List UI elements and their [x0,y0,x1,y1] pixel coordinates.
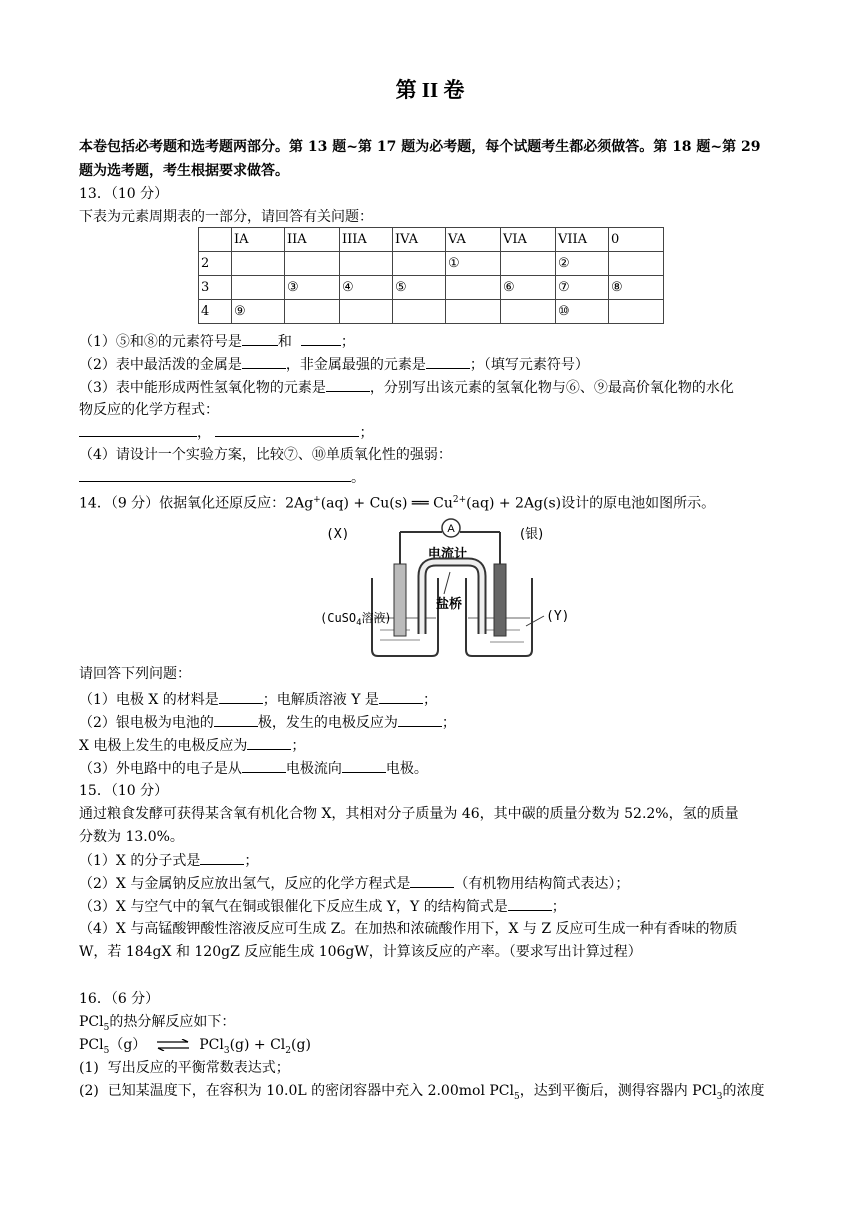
left-solution-sub: 4 [356,618,362,628]
table-cell: ⑧ [609,276,664,300]
answer-blank [301,331,341,346]
table-cell [340,300,393,324]
table-cell: IIA [285,228,340,252]
answer-blank [410,873,454,888]
answer-blank [342,758,386,773]
table-cell: ⑨ [232,300,285,324]
answer-blank [508,896,552,911]
q16-intro-a: PCl [79,1014,104,1030]
left-solution-text: (CuSO [320,611,357,625]
q16-eq-sub3: 2 [285,1045,292,1056]
q15-para-2: 分数为 13.0%。 [79,829,184,845]
q14-header-b: (aq) + Cu(s) ══ Cu [320,495,453,512]
q14-header [79,490,715,514]
answer-blank [247,735,291,750]
answer-blank [426,354,470,369]
q15-part3-text: （3）X 与空气中的氧气在铜或银催化下反应生成 Y，Y 的结构简式是 [79,899,508,915]
table-cell: IVA [393,228,446,252]
table-cell: ① [446,252,501,276]
q16-part2-a: 已知某温度下，在容积为 10.0L 的密闭容器中充入 2.00mol PCl [107,1083,514,1099]
q13-prompt: 下表为元素周期表的一部分，请回答有关问题： [79,209,373,225]
q13-part1-and: 和 [277,334,292,350]
table-header-row [199,228,664,252]
q16-header: 16．（6 分） [79,991,160,1007]
answer-blank [242,758,286,773]
table-row [199,276,664,300]
table-cell: 0 [609,228,664,252]
table-cell [609,300,664,324]
q16-part2-b: ，达到平衡后，测得容器内 PCl [519,1083,717,1099]
q15-header: 15．（10 分） [79,783,169,799]
q13-part1 [79,331,355,352]
answer-blank [398,712,442,727]
q15-part1-text: （1）X 的分子式是 [79,853,201,869]
q16-eq-d: (g) + Cl [229,1037,286,1053]
ammeter-label: 电流计 [428,547,468,562]
q15-part3-end: ； [551,899,566,915]
table-cell: 2 [199,252,232,276]
periodic-table [198,227,664,324]
table-cell: IIIA [340,228,393,252]
q14-sup-2: 2+ [452,495,467,505]
q13-part4: （4）请设计一个实验方案，比较⑦、⑩单质氧化性的强弱： [79,447,452,463]
q15-part4-cont: W，若 184gX 和 120gZ 反应能生成 106gW，计算该反应的产率。（要求写出计算过程） [79,944,642,960]
equilibrium-arrow-icon [155,1039,191,1051]
q15-part1 [79,850,258,871]
q14-part3-text-b: 电极流向 [285,761,342,777]
answer-blank [79,467,351,482]
salt-bridge-label: 盐桥 [436,597,463,612]
q14-part2-text-b: 极，发生的电极反应为 [257,715,398,731]
answer-blank [242,331,278,346]
answer-blank [219,689,263,704]
q15-para-1: 通过粮食发酵可获得某含氧有机化合物 X，其相对分子质量为 46，其中碳的质量分数为 52.2%，氢的质量 [79,806,739,822]
q15-part3 [79,896,566,917]
table-cell [285,300,340,324]
answer-blank [200,850,244,865]
q14-part2-x-end: ； [291,738,306,754]
q13-part3-blanks [79,422,373,443]
q15-part1-end: ； [244,853,259,869]
table-cell [285,252,340,276]
table-cell [501,300,556,324]
table-cell [501,252,556,276]
table-cell: ④ [340,276,393,300]
q14-part1-text-b: ；电解质溶液 Y 是 [262,692,379,708]
table-cell: ② [556,252,609,276]
q16-intro-b: 的热分解反应如下： [109,1014,236,1030]
q16-eq-a: PCl [79,1037,104,1053]
table-cell [446,276,501,300]
table-cell [232,252,285,276]
q15-part2 [79,873,629,894]
q16-intro-sub: 5 [103,1022,110,1033]
table-cell [232,276,285,300]
q16-part2-sub2: 3 [716,1091,723,1102]
q13-comma: ， [197,425,211,441]
q13-header: 13．（10 分） [79,186,169,202]
q14-header-a: 14．（9 分）依据氧化还原反应：2Ag [79,495,314,512]
answer-blank [215,422,359,437]
q13-part1-end: ； [340,334,355,350]
ammeter-symbol: A [447,523,455,535]
left-solution-label [320,610,390,628]
q14-header-c: (aq) + 2Ag(s)设计的原电池如图所示。 [466,495,716,512]
silver-electrode [494,564,506,636]
answer-blank [79,422,197,437]
q14-ask: 请回答下列问题： [79,666,191,682]
q13-part3 [79,377,734,398]
intro-line-2: 题为选考题，考生根据要求做答。 [79,163,289,179]
q16-eq-b: （g） [109,1037,147,1053]
q13-semicolon: ； [359,425,374,441]
q14-part3-text: （3）外电路中的电子是从 [79,761,242,777]
section-title: 第 II 卷 [395,78,465,102]
q13-part2 [79,354,589,375]
x-electrode [394,564,406,636]
intro-line-1: 本卷包括必考题和选考题两部分。第 13 题~第 17 题为必考题，每个试题考生都必须做答。第 18 题~第 29 [79,139,761,155]
left-solution-end: 溶液) [361,611,391,625]
table-row [199,300,664,324]
table-cell: ③ [285,276,340,300]
q16-part2-c: 的浓度 [722,1083,765,1099]
table-cell: 4 [199,300,232,324]
q13-part2-text-b: ，非金属最强的元素是 [285,357,426,373]
q14-part2-cont [79,735,305,756]
table-cell [199,228,232,252]
q15-part2-note: （有机物用结构简式表达）； [454,876,630,892]
q16-eq-e: (g) [291,1037,311,1053]
q14-part2-x-text: X 电极上发生的电极反应为 [79,738,248,754]
table-cell: VIA [501,228,556,252]
galvanic-cell-figure [320,516,580,662]
answer-blank [379,689,423,704]
q13-part2-note: ；（填写元素符号） [469,357,589,373]
q14-part1-text: （1）电极 X 的材料是 [79,692,219,708]
q13-part3-text-b: ，分别写出该元素的氢氧化物与⑥、⑨最高价氧化物的水化 [369,380,734,396]
q14-part3 [79,758,428,779]
q14-part2 [79,712,456,733]
table-cell [609,252,664,276]
silver-label: (银) [520,527,544,542]
q14-part2-end: ； [441,715,456,731]
q15-part4: （4）X 与高锰酸钾酸性溶液反应可生成 Z。在加热和浓硫酸作用下，X 与 Z 反应可生成一种有香味的物质 [79,921,738,937]
answer-blank [326,377,370,392]
q16-part2-num: (2) [79,1083,99,1099]
q16-part1-num: (1) [79,1060,99,1076]
table-row [199,252,664,276]
table-cell [446,300,501,324]
answer-blank [214,712,258,727]
q16-equation [79,1035,311,1061]
q16-part2-sub1: 5 [513,1091,520,1102]
q13-part1-text: （1）⑤和⑧的元素符号是 [79,334,242,350]
q13-part3-cont: 物反应的化学方程式： [79,402,219,418]
table-cell: VIIA [556,228,609,252]
q13-part4-blank [79,467,365,488]
table-cell: VA [446,228,501,252]
q14-sup-1: + [313,495,321,505]
q13-part2-text: （2）表中最活泼的金属是 [79,357,242,373]
q13-part3-text: （3）表中能形成两性氢氧化物的元素是 [79,380,326,396]
x-label: (X) [326,527,350,542]
answer-blank [242,354,286,369]
table-cell: IA [232,228,285,252]
q14-part1-end: ； [422,692,437,708]
q14-part2-text: （2）银电极为电池的 [79,715,214,731]
q16-part2 [79,1081,765,1107]
q16-eq-sub1: 5 [103,1045,110,1056]
q13-period: 。 [351,470,365,486]
q15-part2-text: （2）X 与金属钠反应放出氢气，反应的化学方程式是 [79,876,411,892]
bridge-pointer [444,572,450,594]
q16-eq-c: PCl [199,1037,224,1053]
table-cell: ⑥ [501,276,556,300]
q16-part1 [79,1058,290,1078]
table-cell: 3 [199,276,232,300]
q16-eq-sub2: 3 [223,1045,230,1056]
table-cell: ⑦ [556,276,609,300]
table-cell [393,252,446,276]
q16-part1-text: 写出反应的平衡常数表达式； [107,1060,290,1076]
q14-part3-end: 电极。 [385,761,428,777]
table-cell: ⑤ [393,276,446,300]
q14-part1 [79,689,437,710]
q16-intro [79,1012,235,1038]
table-cell: ⑩ [556,300,609,324]
table-cell [393,300,446,324]
table-cell [340,252,393,276]
y-label: (Y) [546,609,570,624]
